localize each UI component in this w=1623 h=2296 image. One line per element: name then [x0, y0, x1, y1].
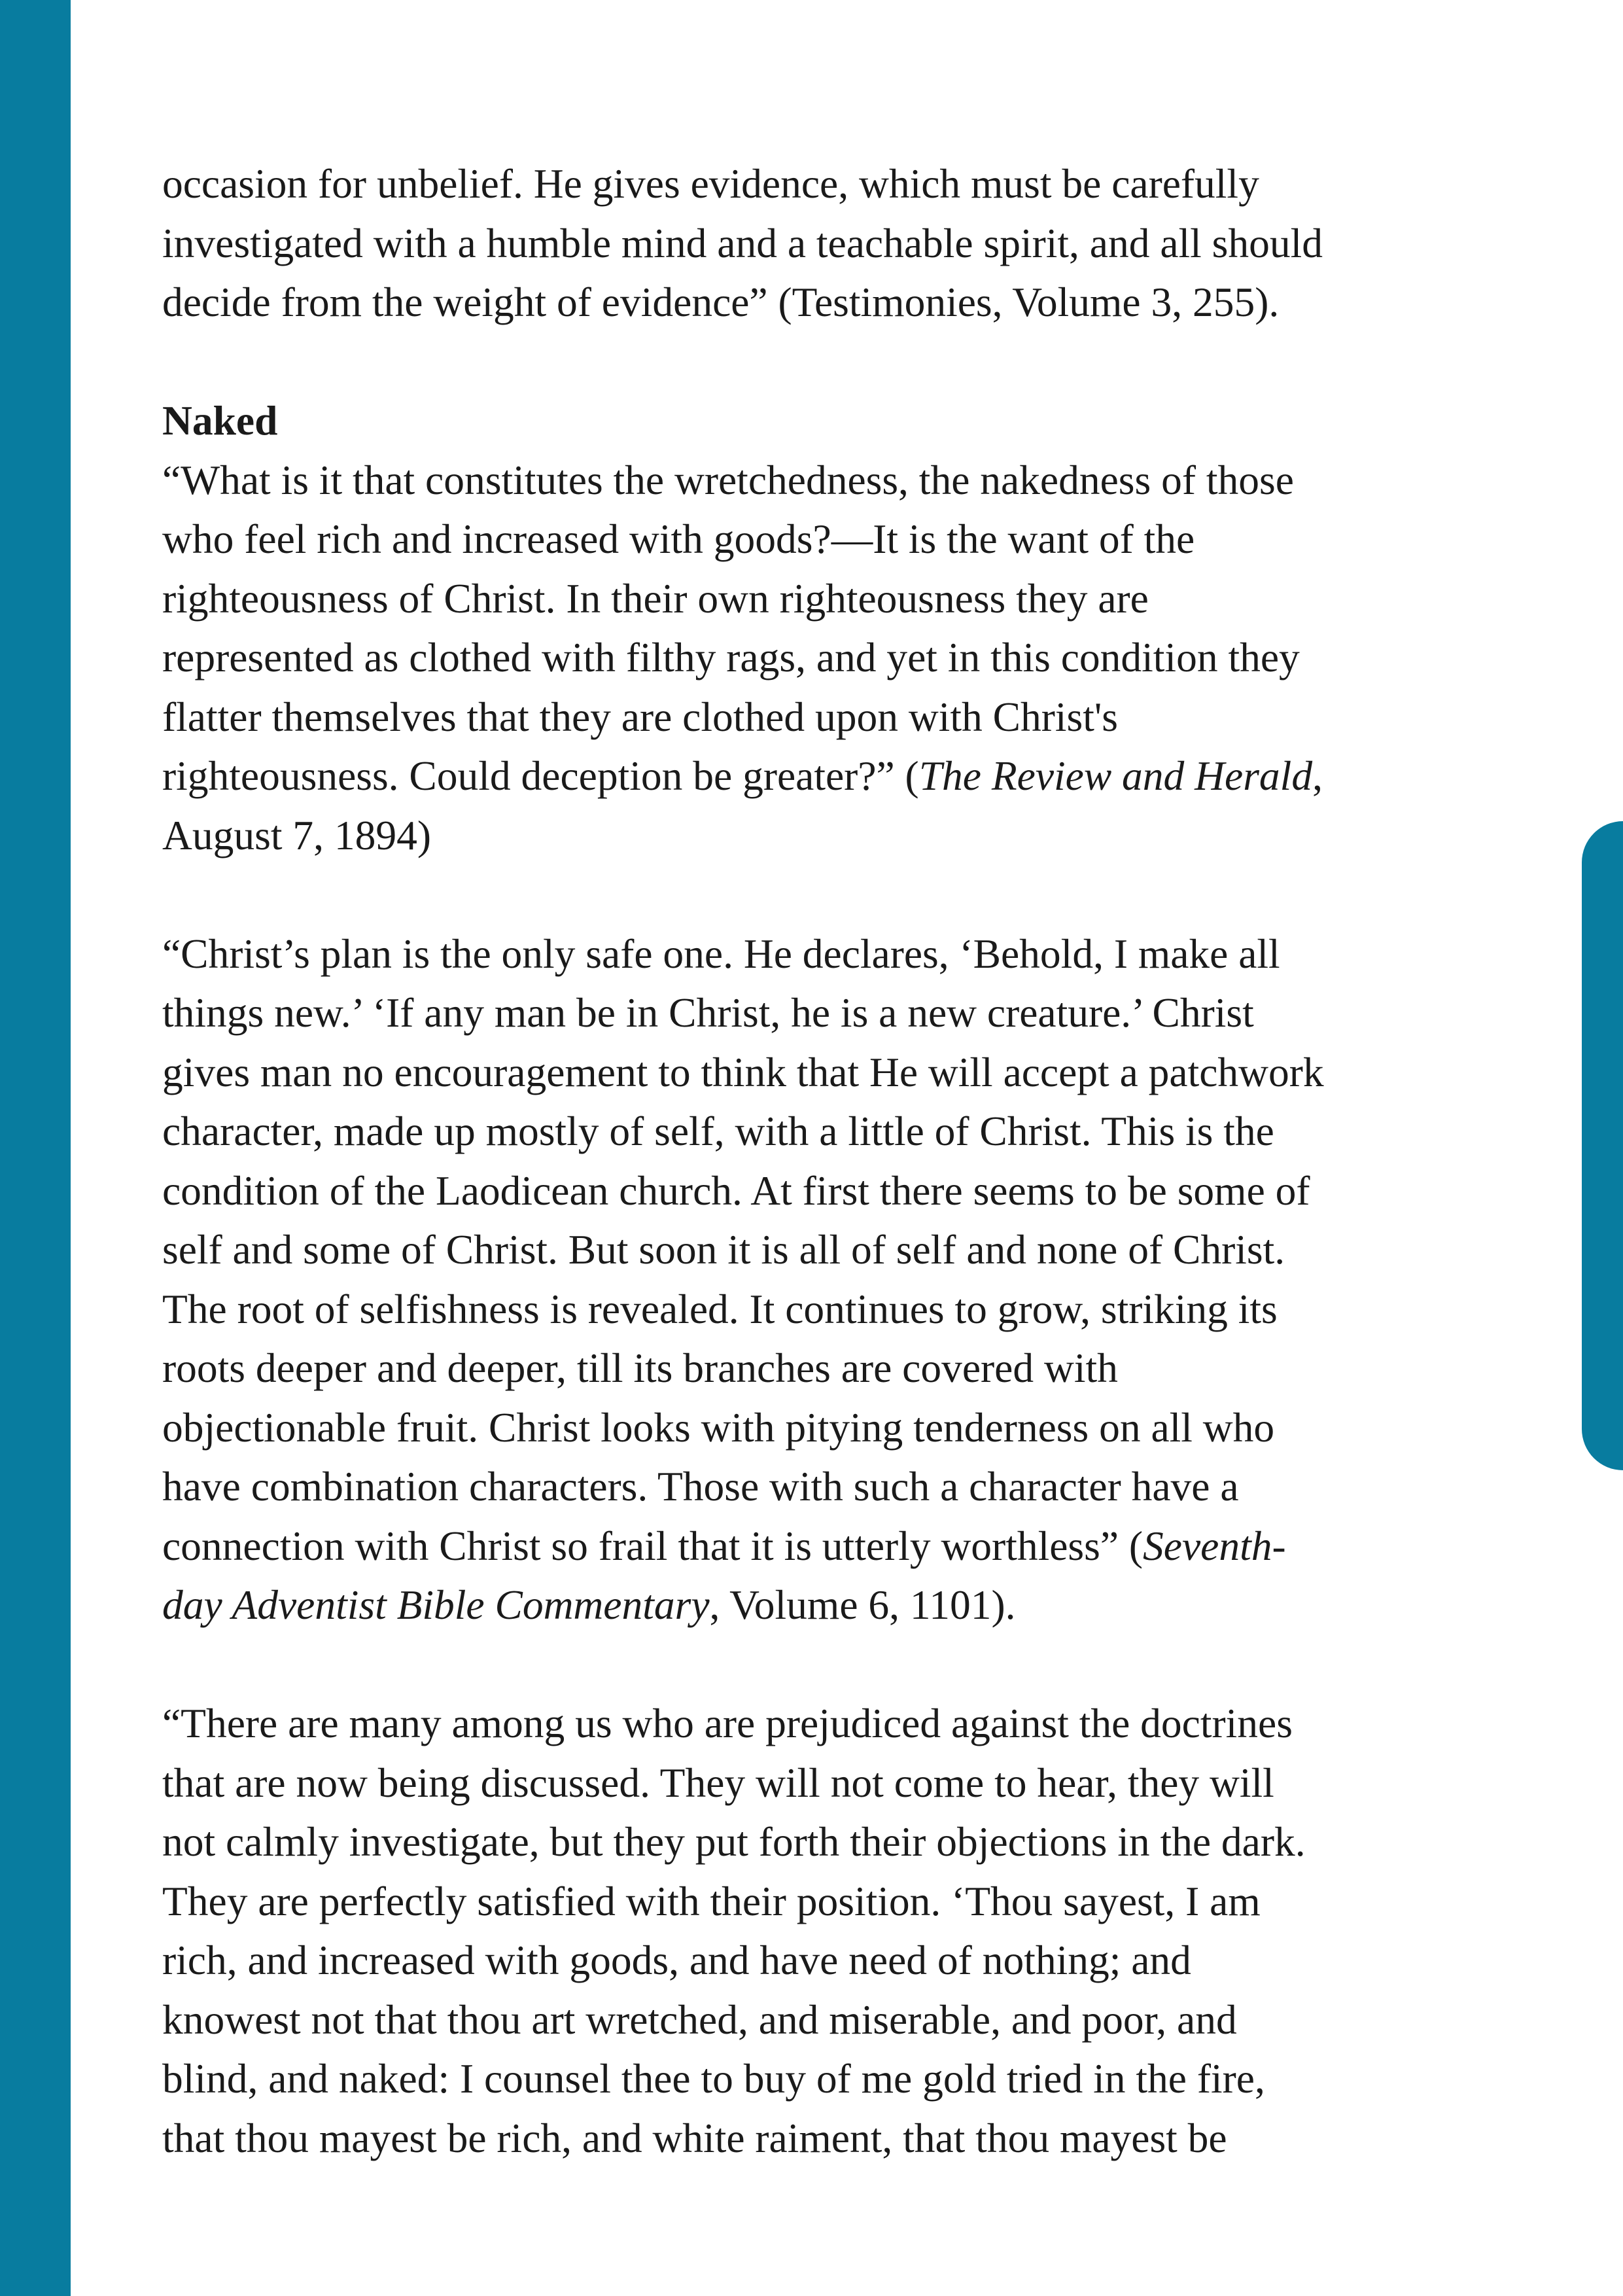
text-line	[162, 747, 1490, 806]
text-line: things new.’ ‘If any man be in Christ, he is a new creature.’ Christ	[162, 989, 1254, 1036]
text-line: gives man no encouragement to think that He will accept a patchwork	[162, 1048, 1324, 1095]
text-line: knowest not that thou art wretched, and miserable, and poor, and	[162, 1996, 1237, 2043]
text-line: investigated with a humble mind and a teachable spirit, and all should	[162, 219, 1323, 266]
text-line: who feel rich and increased with goods?—It is the want of the	[162, 516, 1195, 562]
paragraph-gap	[162, 865, 1490, 925]
text-line: that thou mayest be rich, and white raiment, that thou mayest be	[162, 2114, 1227, 2161]
text-line: objectionable fruit. Christ looks with pitying tenderness on all who	[162, 1404, 1275, 1451]
text-line: rich, and increased with goods, and have need of nothing; and	[162, 1937, 1191, 1983]
text-line: decide from the weight of evidence” (Testimonies, Volume 3, 255).	[162, 279, 1280, 325]
quote-paragraph-bible-commentary	[162, 925, 1490, 1635]
text-line: August 7, 1894)	[162, 811, 431, 858]
section-heading: Naked	[162, 397, 278, 444]
chapter-tab-marker	[1582, 821, 1623, 1470]
text-line: flatter themselves that they are clothed upon with Christ's	[162, 693, 1118, 740]
text-run: connection with Christ so frail that it is utterly worthless” (	[162, 1522, 1143, 1569]
text-line: have combination characters. Those with such a character have a	[162, 1463, 1239, 1510]
text-line: represented as clothed with filthy rags, and yet in this condition they	[162, 634, 1300, 680]
text-line: roots deeper and deeper, till its branches are covered with	[162, 1345, 1118, 1391]
citation-title: day Adventist Bible Commentary	[162, 1581, 710, 1628]
text-line: “Christ’s plan is the only safe one. He declares, ‘Behold, I make all	[162, 930, 1280, 977]
text-line: condition of the Laodicean church. At first there seems to be some of	[162, 1167, 1310, 1214]
text-line: The root of selfishness is revealed. It continues to grow, striking its	[162, 1285, 1278, 1332]
page-body	[162, 154, 1490, 2168]
left-accent-bar	[0, 0, 71, 2296]
paragraph-continuation	[162, 154, 1490, 332]
text-line: “What is it that constitutes the wretchedness, the nakedness of those	[162, 456, 1294, 503]
text-run: , Volume 6, 1101).	[709, 1581, 1016, 1628]
text-line	[162, 1517, 1490, 1576]
text-line: They are perfectly satisfied with their position. ‘Thou sayest, I am	[162, 1877, 1261, 1924]
text-line: righteousness of Christ. In their own righteousness they are	[162, 574, 1149, 622]
text-run: ,	[1312, 752, 1323, 799]
text-run: righteousness. Could deception be greater?” (	[162, 752, 919, 799]
text-line: character, made up mostly of self, with a little of Christ. This is the	[162, 1108, 1274, 1154]
text-line: occasion for unbelief. He gives evidence, which must be carefully	[162, 160, 1259, 207]
quote-paragraph-prejudiced	[162, 1694, 1490, 2168]
paragraph-gap	[162, 332, 1490, 392]
paragraph-gap	[162, 1635, 1490, 1695]
citation-title: The Review and Herald	[918, 752, 1313, 799]
text-line: not calmly investigate, but they put forth their objections in the dark.	[162, 1818, 1306, 1865]
text-line: blind, and naked: I counsel thee to buy of me gold tried in the fire,	[162, 2055, 1265, 2102]
text-line: “There are many among us who are prejudiced against the doctrines	[162, 1700, 1293, 1746]
citation-title: Seventh-	[1143, 1522, 1286, 1569]
text-line	[162, 1576, 1490, 1635]
quote-paragraph-review-herald	[162, 451, 1490, 866]
text-line: that are now being discussed. They will not come to hear, they will	[162, 1759, 1274, 1806]
text-line: self and some of Christ. But soon it is all of self and none of Christ.	[162, 1226, 1285, 1273]
